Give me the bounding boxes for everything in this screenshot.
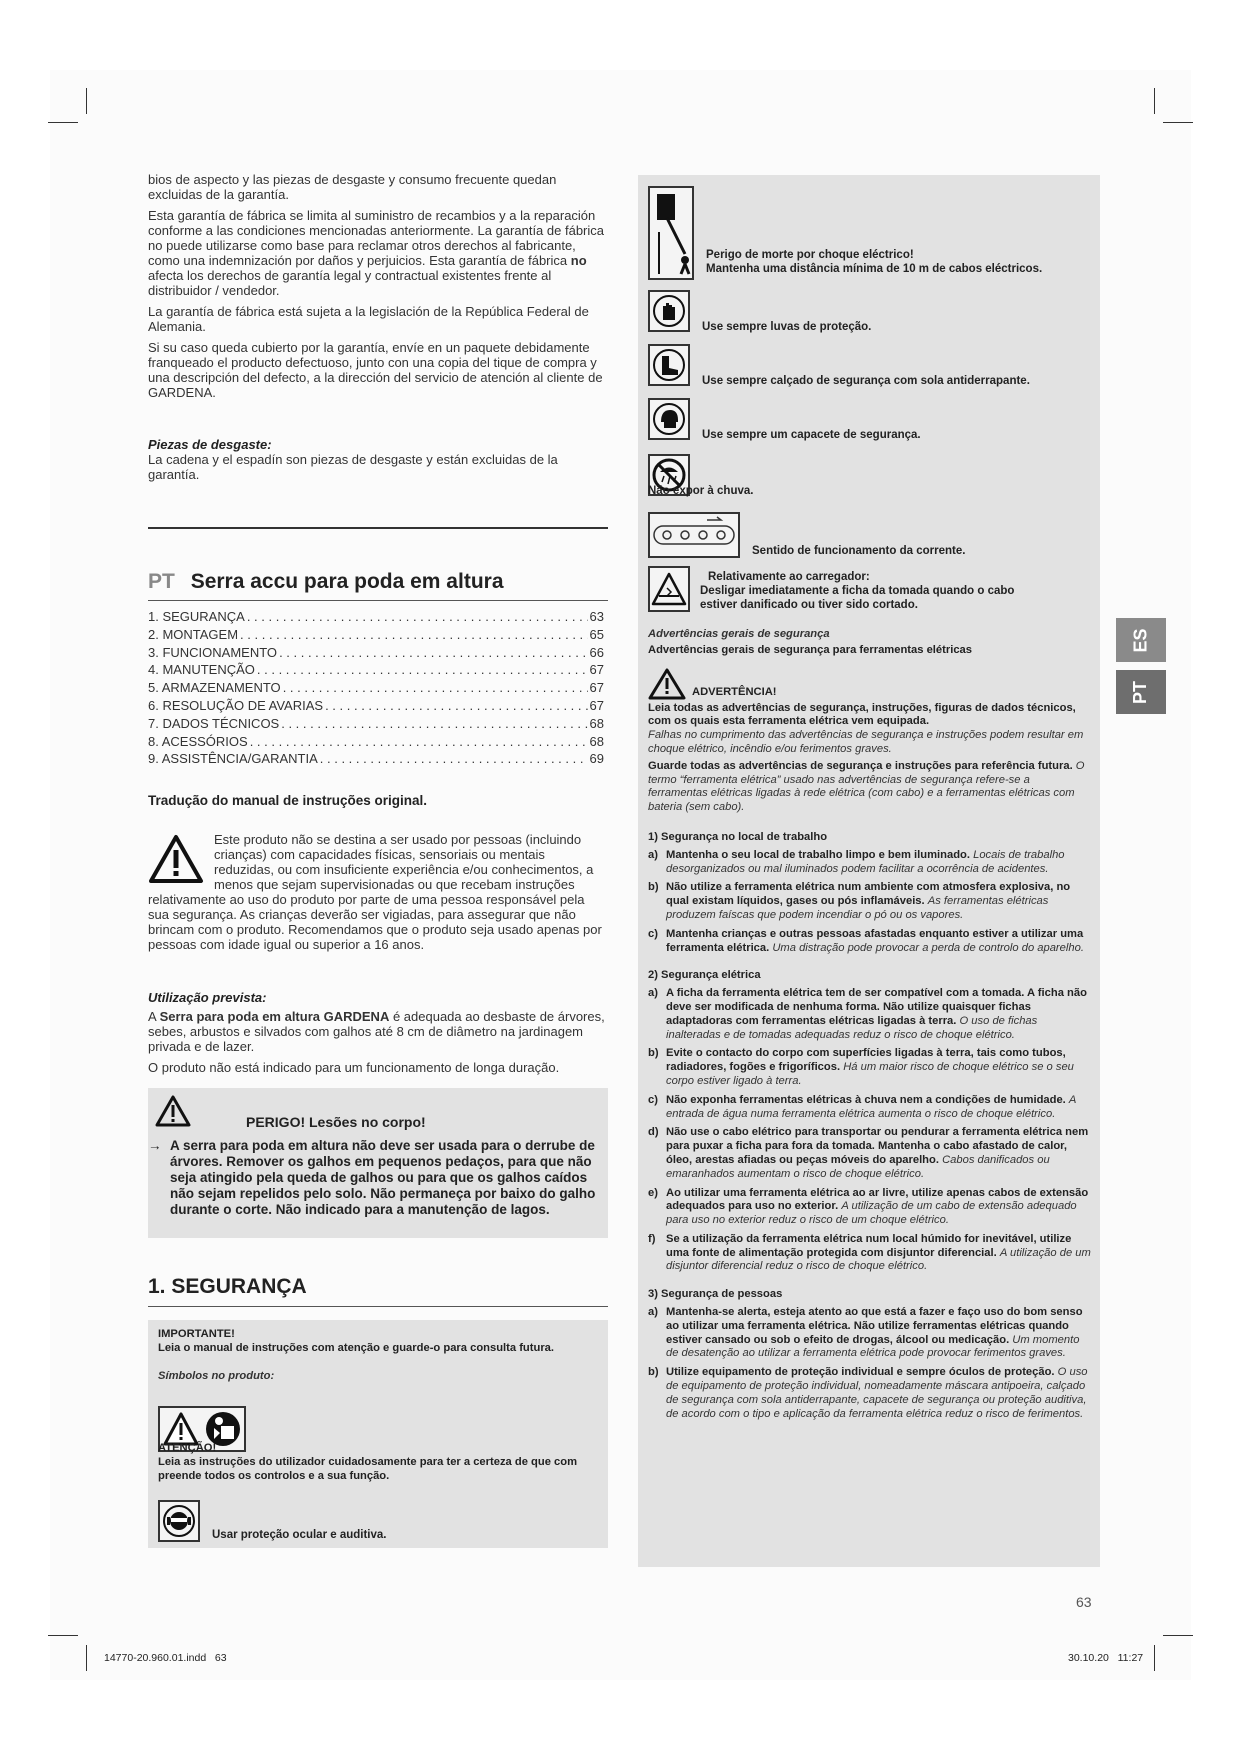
crop-mark (1163, 1635, 1193, 1636)
intended-use-section (148, 990, 608, 1081)
symbol-row-gloves (648, 290, 871, 332)
general-heading: Advertências gerais de segurança (648, 628, 830, 640)
crop-mark (86, 88, 87, 114)
language-code: PT (148, 570, 175, 593)
charger-heading: Relativamente ao carregador: (708, 571, 870, 583)
wear-parts-section (148, 437, 608, 488)
symbol-row-rain (648, 454, 753, 496)
es-paragraph: Si su caso queda cubierto por la garantía, envíe en un paquete debidamente franqueado el producto defectuoso, junto con una copia del tique de compra y una descripción del defecto, a la dirección del servicio de atención al cliente de GARDENA. (148, 340, 603, 400)
wear-heading: Piezas de desgaste: (148, 437, 272, 452)
chain-symbol-box (648, 512, 740, 558)
tab-es[interactable]: ES (1116, 618, 1166, 662)
list-item: c) Não exponha ferramentas elétricas à chuva nem a condições de humidade. A entrada de água numa ferramenta elétrica aumenta o risco de choque elétrico. (648, 1093, 1076, 1120)
advertencia-row (648, 668, 1092, 700)
crop-mark (1163, 122, 1193, 123)
boots-symbol-box (648, 344, 690, 386)
toc-row[interactable]: 7. DADOS TÉCNICOS . . . 68 (148, 715, 604, 733)
chain-text: Sentido de funcionamento da corrente. (752, 545, 966, 557)
warning-italic: Falhas no cumprimento das advertências de segurança e instruções podem resultar em choque elétrico, incêndio e/ou ferimentos graves. (648, 729, 1084, 755)
symbol-row-boots (648, 344, 1030, 386)
children-warning (148, 832, 608, 958)
toc-row[interactable]: 5. ARMAZENAMENTO . . . 67 (148, 679, 604, 697)
symbol-row-electric (648, 186, 1042, 280)
children-warning-text: Este produto não se destina a ser usado por pessoas (incluindo crianças) com capacidades físicas, sensoriais ou mentais reduzidas, ou com insuficiente experiência e/ou conhecimentos, a menos que sejam supervisionadas ou que recebam instruções relativamente ao uso do produto por parte de uma pessoa responsável pela sua segurança. As crianças deverão ser vigiadas, para assegurar que não brincam com o produto. Recomendamos que o produto seja usado apenas por pessoas com idade igual ou superior a 16 anos. (148, 832, 602, 952)
rain-text: Não expor à chuva. (648, 485, 754, 497)
attention-label: ATENÇÃO! (158, 1442, 217, 1454)
danger-box (148, 1088, 608, 1238)
es-warranty-text (148, 172, 608, 406)
electric-line-symbol-box (648, 186, 694, 280)
title-underline (148, 600, 608, 601)
warning-triangle-icon (163, 1412, 199, 1446)
safety-boot-icon (652, 348, 686, 382)
date-time: 30.10.20 11:27 (1068, 1652, 1144, 1664)
section-title: 1) Segurança no local de trabalho (648, 830, 828, 843)
warning-bold: Leia todas as advertências de segurança, instruções, figuras de dados técnicos, com os quais esta ferramenta elétrica vem equipada. (648, 701, 1076, 728)
section-title: 3) Segurança de pessoas (648, 1288, 783, 1301)
list-item: b) Evite o contacto do corpo com superfícies ligadas à terra, tais como tubos, radiadores, fogões e frigoríficos. Há um maior risco de choque elétrico se o seu corpo estiver ligado à terra. (648, 1047, 1074, 1087)
electric-warning-line1: Perigo de morte por choque eléctrico! (706, 249, 914, 261)
warning-triangle-icon (154, 1094, 192, 1128)
section-title: 2) Segurança elétrica (648, 969, 761, 982)
toc-row[interactable]: 8. ACESSÓRIOS . . . 68 (148, 733, 604, 751)
translation-note: Tradução do manual de instruções original. (148, 793, 428, 808)
helmet-text: Use sempre um capacete de segurança. (702, 429, 921, 441)
danger-title: PERIGO! Lesões no corpo! (246, 1114, 426, 1130)
electric-line-icon (651, 190, 691, 276)
warning-label: ADVERTÊNCIA! (692, 685, 777, 698)
symbol-row-helmet (648, 398, 921, 440)
wear-text: La cadena y el espadín son piezas de desgaste y están excluidas de la garantía. (148, 452, 558, 482)
eye-ear-protection-icon (162, 1504, 196, 1538)
general-safety (648, 628, 1092, 1426)
toc-row[interactable]: 1. SEGURANÇA . . . 63 (148, 608, 604, 626)
list-item: b) Utilize equipamento de proteção individual e sempre óculos de proteção. O uso de equipamento de proteção individual, nomeadamente máscara antipoeira, calçado de segurança com sola antiderrapante, capacete de segurança ou proteção auditiva, de acordo com o tipo e aplicação da ferramenta elétrica reduz o risco de ferimentos. (648, 1366, 1088, 1420)
not-intended-text: O produto não está indicado para um funcionamento de longa duração. (148, 1060, 560, 1075)
crop-mark (86, 1645, 87, 1671)
boots-text: Use sempre calçado de segurança com sola antiderrapante. (702, 375, 1030, 387)
attention-text: Leia as instruções do utilizador cuidadosamente para ter a certeza de que com preende todos os controlos e a sua função. (158, 1455, 578, 1482)
arrow-icon: → (148, 1138, 162, 1153)
page-number: 63 (1076, 1594, 1092, 1610)
list-item: c) Mantenha crianças e outras pessoas afastadas enquanto estiver a utilizar uma ferramenta elétrica. Uma distração pode provocar a perda de controlo do aparelho. (648, 927, 1084, 954)
important-label: IMPORTANTE! (158, 1328, 235, 1340)
list-item: a) A ficha da ferramenta elétrica tem de ser compatível com a tomada. A ficha não deve ser modificada de nenhuma forma. Não utilize quaisquer fichas adaptadoras com ferramentas elétricas ligadas à terra. O uso de fichas inalteradas e de tomadas adequadas reduz o risco de choque elétrico. (648, 987, 1087, 1041)
page-title (148, 570, 608, 594)
charger-warning-icon (651, 572, 687, 606)
eye-ear-symbol-row (158, 1500, 386, 1542)
toc-row[interactable]: 6. RESOLUÇÃO DE AVARIAS . . . 67 (148, 697, 604, 715)
warning-triangle-icon (148, 834, 204, 884)
eye-ear-symbol-box (158, 1500, 200, 1542)
table-of-contents (148, 608, 604, 768)
gloves-symbol-box (648, 290, 690, 332)
intended-use-text: A Serra para poda em altura GARDENA é adequada ao desbaste de árvores, sebes, arbustos e silvados com galhos até 8 cm de diâmetro na jardinagem privada e de lazer. (148, 1009, 605, 1054)
product-title: Serra accu para poda em altura (190, 570, 504, 593)
crop-mark (1154, 88, 1155, 114)
divider (148, 527, 608, 529)
charger-text: Desligar imediatamente a ficha da tomada quando o cabo estiver danificado ou tiver sido cortado. (700, 585, 1015, 611)
toc-row[interactable]: 2. MONTAGEM . . . 65 (148, 626, 604, 644)
list-item: b) Não utilize a ferramenta elétrica num ambiente com atmosfera explosiva, no qual existam líquidos, gases ou pós inflamáveis. As ferramentas elétricas produzem faíscas que podem incendiar o pó ou os vapores. (648, 881, 1071, 921)
toc-row[interactable]: 4. MANUTENÇÃO . . . 67 (148, 661, 604, 679)
es-paragraph: bios de aspecto y las piezas de desgaste y consumo frecuente quedan excluidas de la garantía. (148, 172, 557, 202)
symbols-heading: Símbolos no produto: (158, 1369, 275, 1382)
important-box (148, 1320, 608, 1548)
list-item: a) Mantenha o seu local de trabalho limpo e bem iluminado. Locais de trabalho desorganizados ou mal iluminados podem facilitar a ocorrência de acidentes. (648, 848, 1065, 875)
symbol-row-charger (648, 566, 1040, 612)
chain-direction-icon (651, 516, 737, 554)
toc-row[interactable]: 9. ASSISTÊNCIA/GARANTIA . . . 69 (148, 750, 604, 768)
warning-triangle-icon (648, 668, 686, 700)
list-item: a) Mantenha-se alerta, esteja atento ao que está a fazer e faço uso do bom senso ao utilizar uma ferramenta elétrica. Não utilize ferramentas elétricas quando estiver cansado ou sob o efeito de drogas, álcool ou medicação. Um momento de desatenção ao utilizar a ferramenta elétrica pode provocar ferimentos graves. (648, 1306, 1083, 1360)
toc-row[interactable]: 3. FUNCIONAMENTO . . . 66 (148, 644, 604, 662)
symbol-row-chain (648, 512, 965, 558)
safety-underline (148, 1306, 608, 1307)
crop-mark (1154, 1645, 1155, 1671)
safety-heading: 1. SEGURANÇA (148, 1275, 307, 1298)
file-name: 14770-20.960.01.indd 63 (104, 1652, 227, 1664)
electric-warning-line2: Mantenha uma distância mínima de 10 m de cabos eléctricos. (706, 263, 1043, 275)
tab-pt[interactable]: PT (1116, 670, 1166, 714)
crop-mark (48, 1635, 78, 1636)
eye-ear-text: Usar proteção ocular e auditiva. (212, 1529, 387, 1541)
gloves-text: Use sempre luvas de proteção. (702, 321, 872, 333)
helmet-symbol-box (648, 398, 690, 440)
es-paragraph: La garantía de fábrica está sujeta a la legislación de la República Federal de Alemania. (148, 304, 589, 334)
important-text: Leia o manual de instruções com atenção e guarde-o para consulta futura. (158, 1341, 555, 1354)
crop-mark (48, 122, 78, 123)
list-item: f) Se a utilização da ferramenta elétrica num local húmido for inevitável, utilize uma fonte de alimentação protegida com disjuntor diferencial. A utilização de um disjuntor diferencial reduz o risco de choque elétrico. (648, 1232, 1091, 1273)
helmet-icon (652, 402, 686, 436)
general-subheading: Advertências gerais de segurança para ferramentas elétricas (648, 643, 972, 656)
list-item: e) Ao utilizar uma ferramenta elétrica ao ar livre, utilize apenas cabos de extensão adequados para uso no exterior. A utilização de um cabo de extensão adequado para uso no exterior reduz o risco de um choque elétrico. (648, 1186, 1089, 1227)
danger-body: → A serra para poda em altura não deve ser usada para o derrube de árvores. Remover os galhos em pequenos pedaços, para que não seja atingido pela queda de galhos ou para que os galhos caídos não sejam repelidos pelo solo. Não permaneça por baixo do galho durante o corte. Não indicado para a manutenção de lagos. (148, 1138, 596, 1217)
es-paragraph: Esta garantía de fábrica se limita al suministro de recambios y a la reparación conforme a las condiciones mencionadas anteriormente. La garantía de fábrica no puede utilizarse como base para reclamar otros derechos al fabricante, como una indemnización por daños y perjuicios. Esta garantía de fábrica no afecta los derechos de garantía legal y contractual existentes frente al distribuidor / vendedor. (148, 208, 604, 298)
gloves-icon (652, 294, 686, 328)
list-item: d) Não use o cabo elétrico para transportar ou pendurar a ferramenta elétrica nem para puxar a ficha para fora da tomada. Mantenha o cabo afastado de calor, óleo, arestas afiadas ou peças móveis do aparelho. Cabos danificados ou emaranhados aumentam o risco de choque elétrico. (648, 1126, 1089, 1180)
charger-symbol-box (648, 566, 690, 612)
keep-instructions: Guarde todas as advertências de segurança e instruções para referência futura. O termo “ferramenta elétrica” usado nas advertências de segurança refere-se a ferramentas elétricas ligadas à rede elétrica (com cabo) e a ferramentas elétricas com bateria (sem cabo). (648, 759, 1085, 814)
intended-use-heading: Utilização prevista: (148, 990, 267, 1005)
